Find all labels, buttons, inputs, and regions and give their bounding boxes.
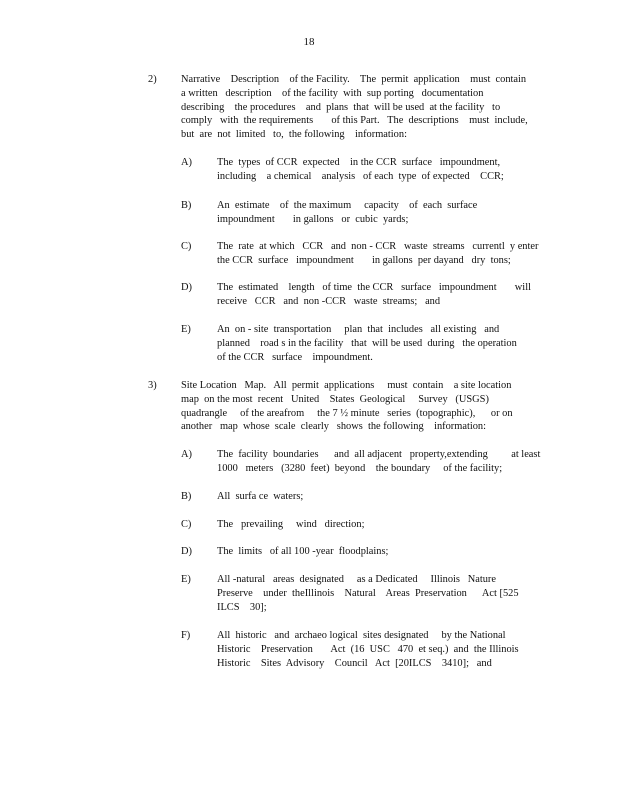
subitem-text — [217, 199, 535, 227]
subitem-letter: F) — [181, 630, 191, 641]
subitem-letter: C) — [181, 241, 192, 252]
subitem-line: of the CCR surface impoundment. — [217, 351, 373, 363]
section-number: 2) — [148, 74, 157, 85]
subitem-line: planned road s in the facility that will be used during the operation — [217, 337, 517, 349]
subitem-text — [217, 518, 535, 532]
subitem-line: Historic Sites Advisory Council Act [20ILCS 3410]; and — [217, 657, 492, 669]
paragraph-line: map on the most recent United States Geological Survey (USGS) — [181, 393, 489, 405]
subitem-line: The estimated length of time the CCR surface impoundment will — [217, 282, 531, 293]
subitem-letter: B) — [181, 491, 192, 502]
subitem-line: All historic and archaeo logical sites designated by the National — [217, 630, 506, 641]
subitem-line: receive CCR and non -CCR waste streams; and — [217, 295, 441, 307]
subitem-letter: A) — [181, 157, 192, 168]
subitem-letter: A) — [181, 449, 192, 460]
subitem-text — [217, 323, 535, 364]
paragraph-line: but are not limited to, the following information: — [181, 129, 407, 141]
subitem-text — [217, 156, 535, 184]
paragraph-line: quadrangle of the areafrom the 7 ½ minute series (topographic), or on — [181, 407, 513, 419]
section-number: 3) — [148, 380, 157, 391]
paragraph-line: comply with the requirements of this Part. The descriptions must include, — [181, 115, 528, 127]
subitem-letter: B) — [181, 200, 192, 211]
subitem-line: the CCR surface impoundment in gallons per dayand dry tons; — [217, 254, 511, 266]
subitem-line: All surfa ce waters; — [217, 491, 304, 502]
subitem-line: The prevailing wind direction; — [217, 519, 365, 530]
paragraph-line: a written description of the facility with sup porting documentation — [181, 87, 484, 99]
paragraph-line: another map whose scale clearly shows the following information: — [181, 421, 487, 433]
subitem-line: An on - site transportation plan that includes all existing and — [217, 324, 500, 335]
section-paragraph — [181, 379, 543, 434]
subitem-line: The rate at which CCR and non - CCR waste streams currentl y enter — [217, 241, 539, 252]
subitem-text — [217, 448, 541, 476]
paragraph-line: Narrative Description of the Facility. The permit application must contain — [181, 74, 527, 85]
subitem-line: The types of CCR expected in the CCR surface impoundment, — [217, 157, 501, 168]
paragraph-line: Site Location Map. All permit applications must contain a site location — [181, 380, 512, 391]
subitem-text — [217, 573, 535, 614]
subitem-text — [217, 629, 535, 670]
subitem-text — [217, 490, 535, 504]
subitem-letter: D) — [181, 282, 192, 293]
subitem-letter: E) — [181, 574, 191, 585]
section-paragraph — [181, 73, 543, 142]
subitem-line: The facility boundaries and all adjacent property,extending at least — [217, 449, 541, 460]
subitem-line: 1000 meters (3280 feet) beyond the boundary of the facility; — [217, 462, 503, 474]
subitem-text — [217, 545, 535, 559]
subitem-text — [217, 281, 535, 309]
subitem-letter: E) — [181, 324, 191, 335]
subitem-line: An estimate of the maximum capacity of each surface — [217, 200, 478, 211]
subitem-line: ILCS 30]; — [217, 601, 267, 613]
subitem-line: The limits of all 100 -year floodplains; — [217, 546, 389, 557]
subitem-line: Preserve under theIllinois Natural Areas Preservation Act [525 — [217, 587, 519, 599]
paragraph-line: describing the procedures and plans that will be used at the facility to — [181, 101, 501, 113]
subitem-line: impoundment in gallons or cubic yards; — [217, 213, 409, 225]
page-number: 18 — [303, 36, 315, 48]
subitem-letter: D) — [181, 546, 192, 557]
subitem-line: including a chemical analysis of each type of expected CCR; — [217, 170, 504, 182]
subitem-line: Historic Preservation Act (16 USC 470 et seq.) and the Illinois — [217, 643, 519, 655]
subitem-letter: C) — [181, 519, 192, 530]
subitem-text — [217, 240, 539, 268]
subitem-line: All -natural areas designated as a Dedicated Illinois Nature — [217, 574, 497, 585]
